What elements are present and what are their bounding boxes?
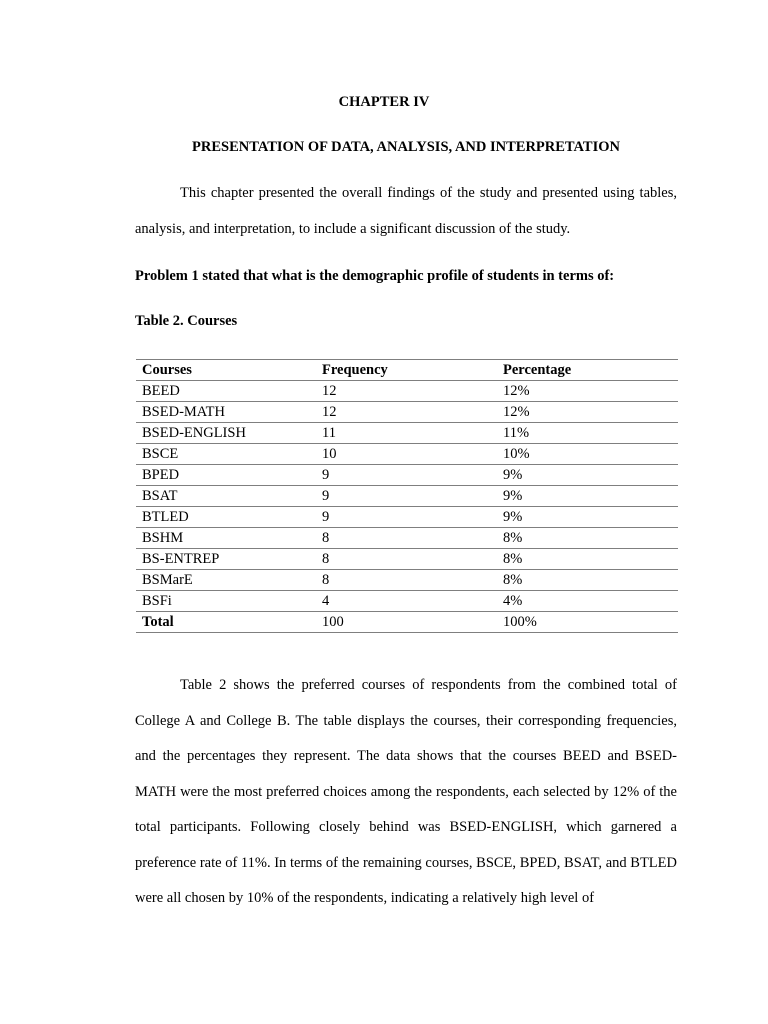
table-row bbox=[136, 507, 678, 528]
frequency-cell: 4 bbox=[316, 591, 497, 612]
table-row bbox=[136, 402, 678, 423]
problem-statement: Problem 1 stated that what is the demographic profile of students in terms of: bbox=[135, 268, 615, 284]
frequency-cell: 9 bbox=[316, 465, 497, 486]
table-header-row bbox=[136, 360, 678, 381]
frequency-cell: 12 bbox=[316, 381, 497, 402]
header-percentage: Percentage bbox=[497, 360, 678, 381]
percentage-cell: 12% bbox=[497, 402, 678, 423]
table-row bbox=[136, 570, 678, 591]
percentage-cell: 12% bbox=[497, 381, 678, 402]
course-cell: BSED-ENGLISH bbox=[136, 423, 316, 444]
percentage-cell: 4% bbox=[497, 591, 678, 612]
course-cell: BSHM bbox=[136, 528, 316, 549]
table-total-row bbox=[136, 612, 678, 633]
table-row bbox=[136, 381, 678, 402]
table-caption: Table 2. Courses bbox=[135, 313, 238, 329]
table-row bbox=[136, 591, 678, 612]
percentage-cell: 9% bbox=[497, 465, 678, 486]
percentage-cell: 8% bbox=[497, 528, 678, 549]
total-label-cell: Total bbox=[136, 612, 316, 633]
frequency-cell: 8 bbox=[316, 528, 497, 549]
course-cell: BSED-MATH bbox=[136, 402, 316, 423]
total-frequency-cell: 100 bbox=[316, 612, 497, 633]
percentage-cell: 8% bbox=[497, 549, 678, 570]
percentage-cell: 9% bbox=[497, 507, 678, 528]
header-frequency: Frequency bbox=[316, 360, 497, 381]
chapter-subtitle: PRESENTATION OF DATA, ANALYSIS, AND INTERPRETATION bbox=[192, 139, 620, 155]
total-percentage-cell: 100% bbox=[497, 612, 678, 633]
table-row bbox=[136, 444, 678, 465]
course-cell: BTLED bbox=[136, 507, 316, 528]
table-row bbox=[136, 528, 678, 549]
table-row bbox=[136, 423, 678, 444]
course-cell: BS-ENTREP bbox=[136, 549, 316, 570]
table-row bbox=[136, 465, 678, 486]
frequency-cell: 12 bbox=[316, 402, 497, 423]
percentage-cell: 11% bbox=[497, 423, 678, 444]
course-cell: BSMarE bbox=[136, 570, 316, 591]
course-cell: BSAT bbox=[136, 486, 316, 507]
course-cell: BPED bbox=[136, 465, 316, 486]
discussion-paragraph: Table 2 shows the preferred courses of respondents from the combined total of College A and College B. The table displays the courses, their corresponding frequencies, and the percentages they represent. The data shows that the courses BEED and BSED-MATH were the most preferred choices among the respondents, each selected by 12% of the total participants. Following closely behind was BSED-ENGLISH, which garnered a preference rate of 11%. In terms of the remaining courses, BSCE, BPED, BSAT, and BTLED were all chosen by 10% of the respondents, indicating a relatively high level of bbox=[135, 677, 677, 906]
intro-paragraph: This chapter presented the overall findings of the study and presented using tables, analysis, and interpretation, to include a significant discussion of the study. bbox=[135, 185, 677, 237]
table-row bbox=[136, 549, 678, 570]
frequency-cell: 9 bbox=[316, 507, 497, 528]
course-cell: BSFi bbox=[136, 591, 316, 612]
header-courses: Courses bbox=[136, 360, 316, 381]
percentage-cell: 10% bbox=[497, 444, 678, 465]
frequency-cell: 8 bbox=[316, 549, 497, 570]
percentage-cell: 9% bbox=[497, 486, 678, 507]
frequency-cell: 11 bbox=[316, 423, 497, 444]
frequency-cell: 8 bbox=[316, 570, 497, 591]
course-cell: BSCE bbox=[136, 444, 316, 465]
courses-table bbox=[136, 359, 678, 633]
frequency-cell: 10 bbox=[316, 444, 497, 465]
chapter-heading: CHAPTER IV bbox=[338, 94, 430, 110]
percentage-cell: 8% bbox=[497, 570, 678, 591]
frequency-cell: 9 bbox=[316, 486, 497, 507]
table-row bbox=[136, 486, 678, 507]
course-cell: BEED bbox=[136, 381, 316, 402]
